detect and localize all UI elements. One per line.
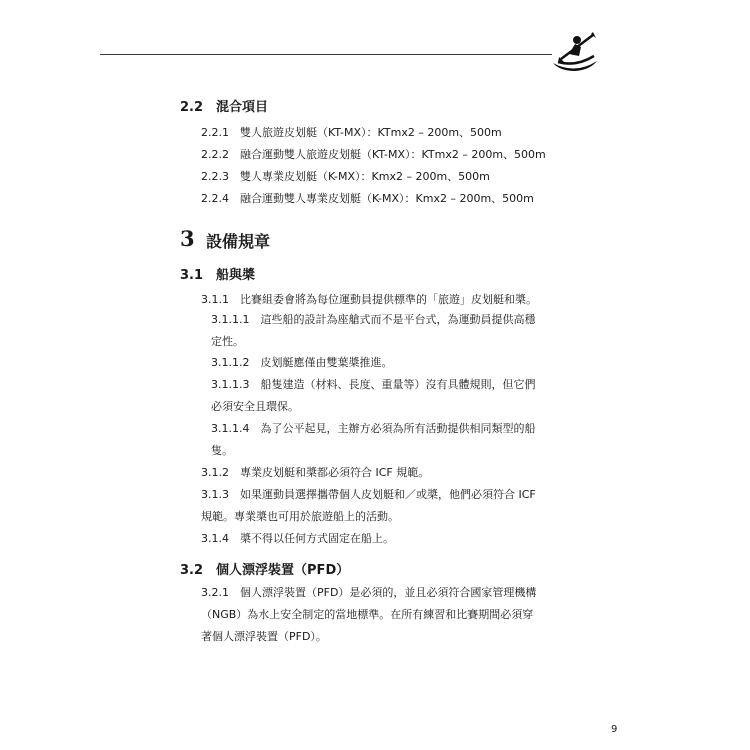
paragraph-3-1-1-2: 3.1.1.2 皮划艇應僅由雙葉槳推進。 [211, 356, 393, 369]
list-item: 2.2.1 雙人旅遊皮划艇（KT-MX）：KTmx2 – 200m、500m [201, 126, 502, 139]
page-number: 9 [611, 724, 618, 735]
paragraph-3-1-2: 3.1.2 專業皮划艇和槳都必須符合 ICF 規範。 [201, 466, 430, 479]
paragraph-3-1-1-3-cont: 必須安全且環保。 [211, 400, 299, 413]
chapter-number: 3 [180, 226, 195, 251]
chapter-title: 設備規章 [206, 232, 271, 251]
paragraph-3-1-1-4-cont: 隻。 [211, 444, 233, 457]
section-2-2-title: 2.2 混合項目 [180, 100, 269, 115]
paragraph-3-2-1-cont-2: 著個人漂浮裝置（PFD）。 [201, 630, 327, 643]
paragraph-3-1-1: 3.1.1 比賽組委會將為每位運動員提供標準的「旅遊」皮划艇和槳。 [201, 293, 537, 306]
section-3-2-title: 3.2 個人漂浮裝置（PFD） [180, 563, 350, 578]
list-item: 2.2.2 融合運動雙人旅遊皮划艇（KT-MX）：KTmx2 – 200m、500m [201, 148, 546, 161]
paragraph-3-1-1-1: 3.1.1.1 這些船的設計為座艙式而不是平台式，為運動員提供高穩 [211, 313, 536, 326]
paragraph-3-1-1-1-cont: 定性。 [211, 335, 244, 348]
paragraph-3-1-3-cont: 規範。專業槳也可用於旅遊船上的活動。 [201, 510, 399, 523]
paragraph-3-1-1-4: 3.1.1.4 為了公平起見，主辦方必須為所有活動提供相同類型的船 [211, 422, 536, 435]
paragraph-3-1-4: 3.1.4 槳不得以任何方式固定在船上。 [201, 532, 394, 545]
paragraph-3-1-3: 3.1.3 如果運動員選擇攜帶個人皮划艇和／或槳，他們必須符合 ICF [201, 488, 536, 501]
header-rule [100, 54, 552, 55]
list-item: 2.2.4 融合運動雙人專業皮划艇（K-MX）：Kmx2 – 200m、500m [201, 192, 534, 205]
section-3-1-title: 3.1 船與槳 [180, 268, 256, 283]
paragraph-3-2-1-cont: （NGB）為水上安全制定的當地標準。在所有練習和比賽期間必須穿 [201, 608, 534, 621]
paragraph-3-1-1-3: 3.1.1.3 船隻建造（材料、長度、重量等）沒有具體規則，但它們 [211, 378, 536, 391]
kayaker-icon [550, 32, 600, 74]
paragraph-3-2-1: 3.2.1 個人漂浮裝置（PFD）是必須的，並且必須符合國家管理機構 [201, 586, 537, 599]
list-item: 2.2.3 雙人專業皮划艇（K-MX）：Kmx2 – 200m、500m [201, 170, 490, 183]
